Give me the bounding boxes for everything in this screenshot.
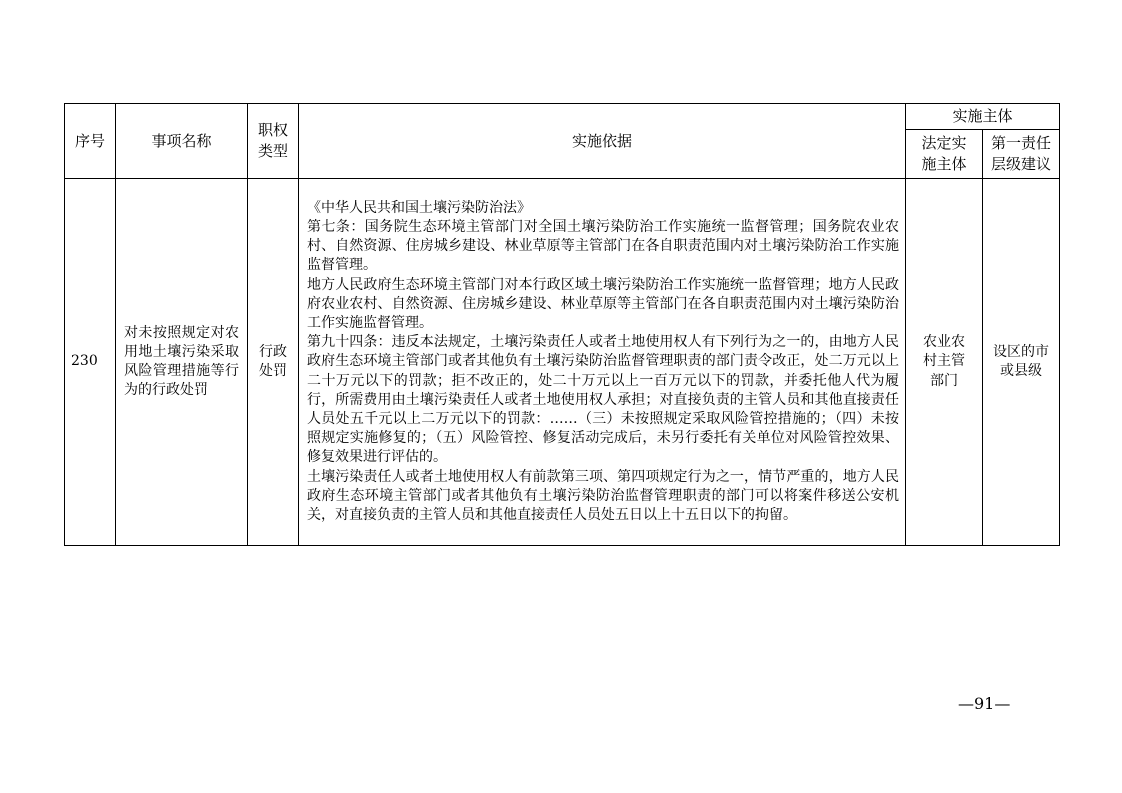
header-seq: 序号 (65, 104, 116, 179)
row-basis (299, 179, 906, 546)
basis-paragraph: 地方人民政府生态环境主管部门对本行政区域土壤污染防治工作实施统一监督管理；地方人民政府农业农村、自然资源、住房城乡建设、林业草原等主管部门在各自职责范围内对土壤污染防治工作实施监督管理。 (307, 276, 899, 331)
basis-law-title: 《中华人民共和国土壤污染防治法》 (307, 199, 531, 216)
header-first-responsibility-level: 第一责任 层级建议 (983, 130, 1060, 179)
header-implementing-subject: 实施主体 (906, 104, 1060, 130)
page-number: —91— (958, 694, 1011, 713)
basis-paragraph: 土壤污染责任人或者土地使用权人有前款第三项、第四项规定行为之一，情节严重的，地方人民政府生态环境主管部门或者其他负有土壤污染防治监督管理职责的部门可以将案件移送公安机关，对直接负责的主管人员和其他直接责任人员处五日以上十五日以下的拘留。 (307, 468, 899, 524)
header-authority-type: 职权 类型 (248, 104, 299, 179)
row-legal-subject: 农业农 村主管 部门 (906, 179, 983, 546)
row-authority-type: 行政 处罚 (248, 179, 299, 546)
row-seq: 230 (65, 179, 116, 546)
basis-paragraph: 第九十四条：违反本法规定，土壤污染责任人或者土地使用权人有下列行为之一的，由地方人民政府生态环境主管部门或者其他负有土壤污染防治监督管理职责的部门责令改正，处二万元以上二十万元以下的罚款；拒不改正的，处二十万元以上一百万元以下的罚款，并委托他人代为履行，所需费用由土壤污染责任人或者土地使用权人承担；对直接负责的主管人员和其他直接责任人员处五千元以上二万元以下的罚款：……（三）未按照规定采取风险管控措施的；（四）未按照规定实施修复的；（五）风险管控、修复活动完成后，未另行委托有关单位对风险管控效果、修复效果进行评估的。 (307, 334, 899, 466)
header-item-name: 事项名称 (116, 104, 248, 179)
table-row (65, 179, 1060, 546)
header-basis: 实施依据 (299, 104, 906, 179)
enforcement-items-table (64, 103, 1060, 546)
header-legal-subject: 法定实 施主体 (906, 130, 983, 179)
row-first-responsibility-level: 设区的市 或县级 (983, 179, 1060, 546)
row-item-name: 对未按照规定对农用地土壤污染采取风险管理措施等行为的行政处罚 (116, 179, 248, 546)
header-row-top (65, 104, 1060, 130)
basis-paragraph: 第七条：国务院生态环境主管部门对全国土壤污染防治工作实施统一监督管理；国务院农业农村、自然资源、住房城乡建设、林业草原等主管部门在各自职责范围内对土壤污染防治工作实施监督管理。 (307, 218, 899, 274)
